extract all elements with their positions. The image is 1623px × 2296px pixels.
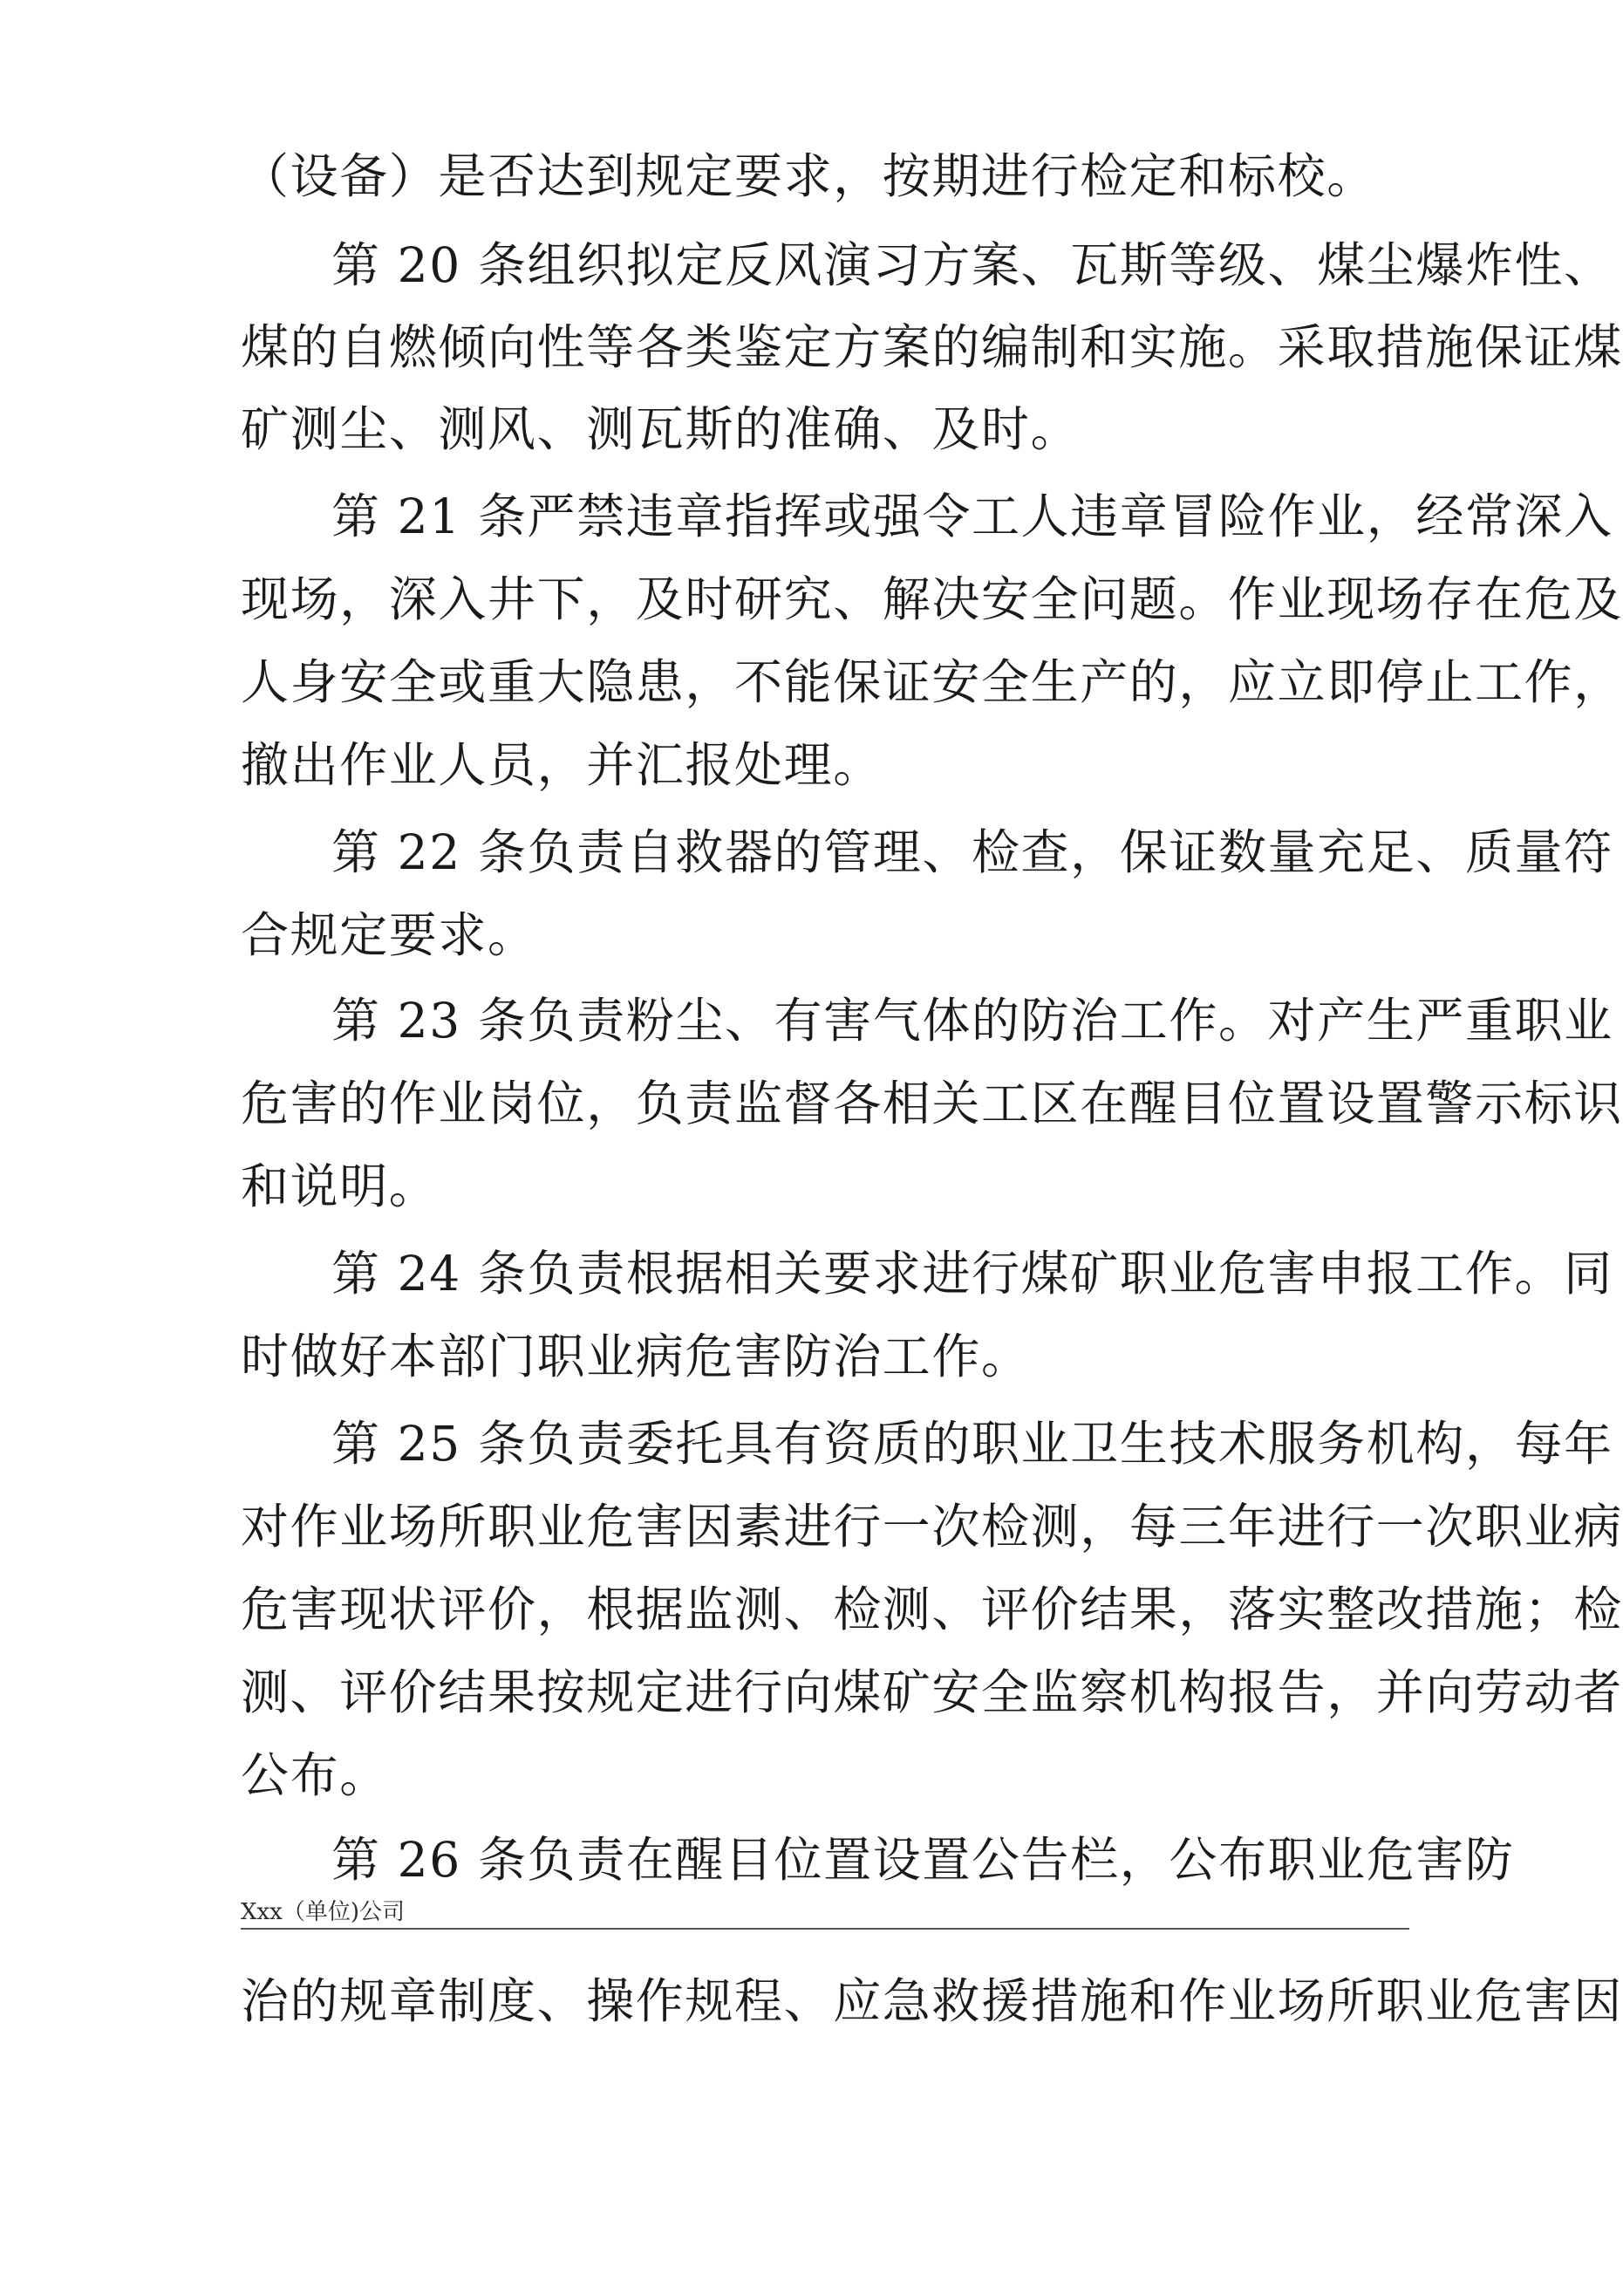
- body-line: 测、评价结果按规定进行向煤矿安全监察机构报告，并向劳动者: [241, 1664, 1623, 1720]
- article-25-line: 第 25 条负责委托具有资质的职业卫生技术服务机构，每年: [331, 1416, 1613, 1472]
- article-23-line: 第 23 条负责粉尘、有害气体的防治工作。对产生严重职业: [331, 993, 1613, 1049]
- page-footer-company: Xxx（单位)公司: [241, 1899, 405, 1925]
- body-line: （设备）是否达到规定要求，按期进行检定和标校。: [241, 148, 1376, 204]
- article-24-line: 第 24 条负责根据相关要求进行煤矿职业危害申报工作。同: [331, 1246, 1613, 1302]
- article-20-line: 第 20 条组织拟定反风演习方案、瓦斯等级、煤尘爆炸性、: [331, 237, 1613, 293]
- footer-divider: [241, 1928, 1409, 1930]
- article-21-line: 第 21 条严禁违章指挥或强令工人违章冒险作业，经常深入: [331, 489, 1613, 544]
- body-line: 和说明。: [241, 1158, 439, 1214]
- body-line: 合规定要求。: [241, 907, 537, 963]
- body-line: 煤的自燃倾向性等各类鉴定方案的编制和实施。采取措施保证煤: [241, 319, 1623, 375]
- article-26-line: 第 26 条负责在醒目位置设置公告栏，公布职业危害防: [331, 1832, 1515, 1888]
- body-line: 公布。: [241, 1747, 389, 1803]
- body-line: 时做好本部门职业病危害防治工作。: [241, 1329, 1031, 1384]
- article-22-line: 第 22 条负责自救器的管理、检查，保证数量充足、质量符: [331, 824, 1613, 880]
- continuation-line: 治的规章制度、操作规程、应急救援措施和作业场所职业危害因: [241, 1973, 1623, 2029]
- body-line: 人身安全或重大隐患，不能保证安全生产的，应立即停止工作，: [241, 654, 1623, 710]
- body-line: 对作业场所职业危害因素进行一次检测，每三年进行一次职业病: [241, 1499, 1623, 1555]
- body-line: 现场，深入井下，及时研究、解决安全问题。作业现场存在危及: [241, 571, 1623, 627]
- body-line: 矿测尘、测风、测瓦斯的准确、及时。: [241, 401, 1081, 457]
- body-line: 撤出作业人员，并汇报处理。: [241, 737, 883, 793]
- body-line: 危害现状评价，根据监测、检测、评价结果，落实整改措施；检: [241, 1582, 1623, 1637]
- body-line: 危害的作业岗位，负责监督各相关工区在醒目位置设置警示标识: [241, 1076, 1623, 1131]
